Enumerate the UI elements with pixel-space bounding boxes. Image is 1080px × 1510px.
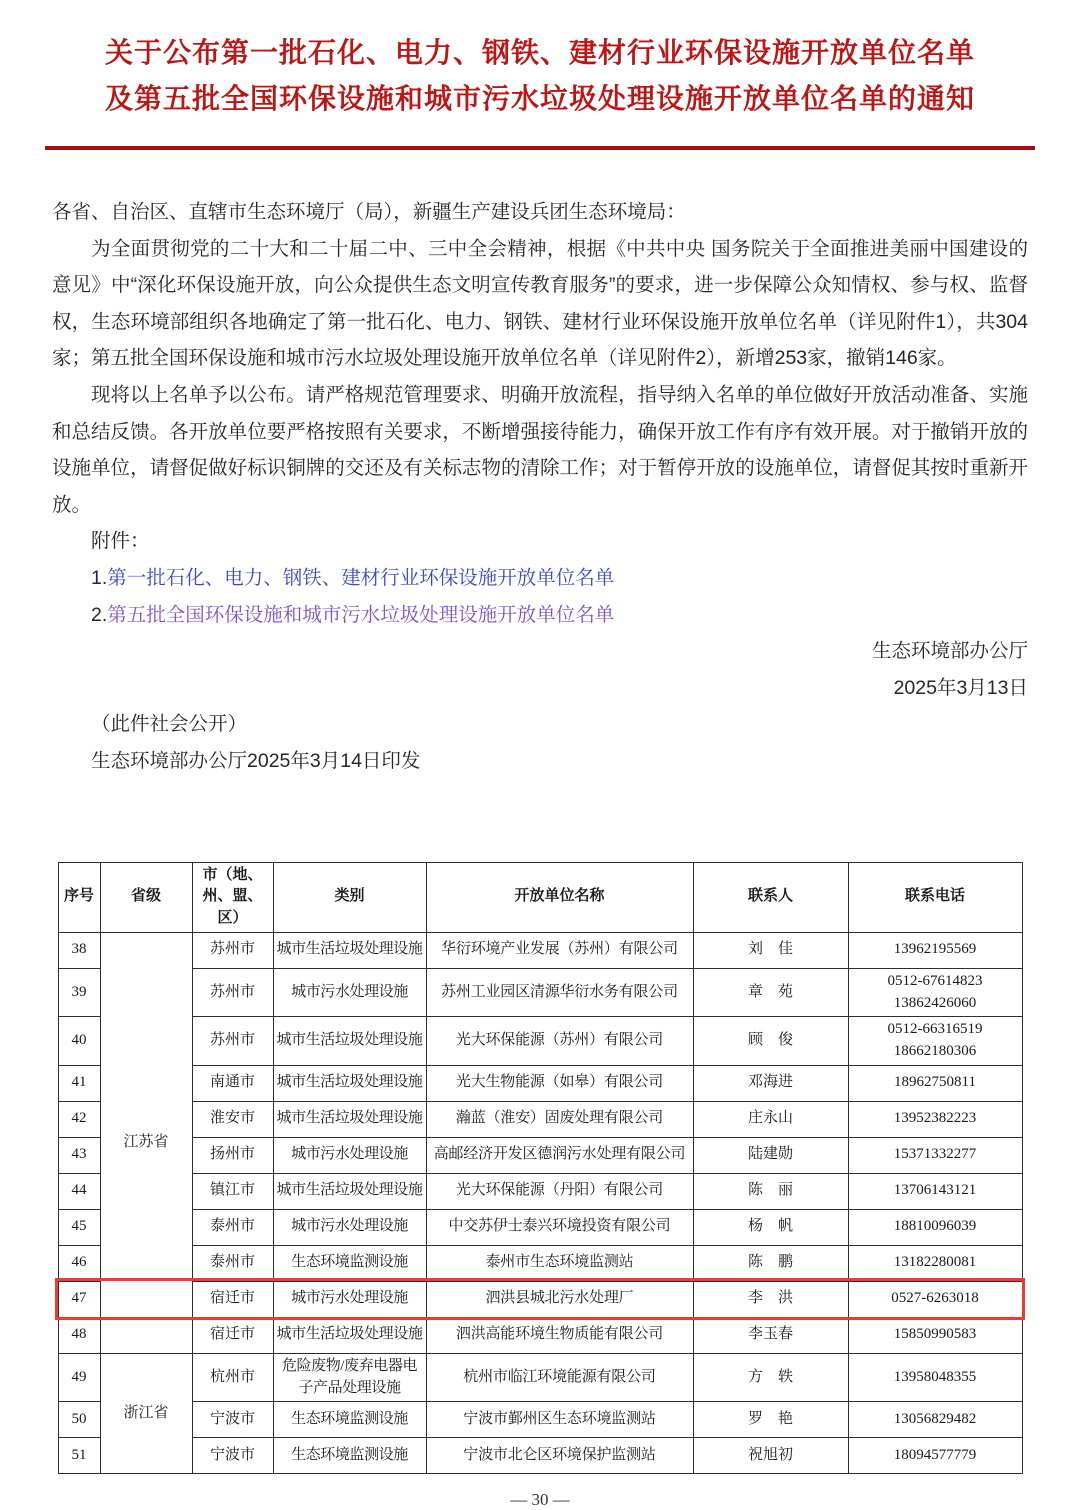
table-row [58,1137,1022,1173]
table-row [58,1017,1022,1066]
unit-name-cell: 中交苏伊士泰兴环境投资有限公司 [426,1209,693,1245]
row-number-cell: 49 [58,1353,100,1402]
category-cell: 城市生活垃圾处理设施 [273,1065,426,1101]
row-number-cell: 41 [58,1065,100,1101]
category-cell: 危险废物/废弃电器电子产品处理设施 [273,1353,426,1402]
phone-cell [848,1065,1022,1101]
document-body [52,194,1028,780]
table-row [58,1438,1022,1474]
row-number-cell: 47 [58,1281,100,1317]
issue-date: 2025年3月13日 [893,676,1028,699]
phone-cell [848,1137,1022,1173]
contact-cell: 方 轶 [693,1353,848,1402]
document-title [40,30,1040,122]
category-cell: 城市污水处理设施 [273,968,426,1017]
phone-line: 13952382223 [893,1110,977,1127]
phone-line: 13706143121 [893,1182,977,1199]
province-cell: 江苏省 [100,932,192,1353]
contact-cell: 陈 丽 [693,1173,848,1209]
public-disclosure-note: （此件社会公开） [91,713,248,736]
attachment-1-number: 1. [91,566,108,589]
phone-cell [848,1101,1022,1137]
city-cell: 宁波市 [192,1438,273,1474]
phone-line: 18810096039 [893,1218,977,1235]
column-header: 联系人 [693,862,848,932]
page-number: — 30 — [510,1490,570,1510]
table-row [58,1101,1022,1137]
table-body [58,932,1022,1474]
phone-line: 13056829482 [893,1410,977,1427]
unit-name-cell: 光大生物能源（如皋）有限公司 [426,1065,693,1101]
table-row [58,1402,1022,1438]
city-cell: 南通市 [192,1065,273,1101]
table-row-highlighted [58,1281,1022,1317]
contact-cell: 陆建勋 [693,1137,848,1173]
city-cell: 宿迁市 [192,1281,273,1317]
phone-line: 13958048355 [893,1368,977,1385]
attachments-label: 附件： [91,530,150,553]
salutation: 各省、自治区、直辖市生态环境厅（局），新疆生产建设兵团生态环境局： [52,201,686,223]
city-cell: 苏州市 [192,968,273,1017]
phone-cell [848,1173,1022,1209]
category-cell: 城市生活垃圾处理设施 [273,1173,426,1209]
contact-cell: 陈 鹏 [693,1245,848,1281]
table-row [58,1173,1022,1209]
category-cell: 城市生活垃圾处理设施 [273,1317,426,1353]
attachment-item-2 [52,597,1028,634]
city-cell: 宿迁市 [192,1317,273,1353]
row-number-cell: 46 [58,1245,100,1281]
table-row [58,932,1022,968]
phone-line: 13962195569 [893,941,977,958]
phone-cell [848,1281,1022,1317]
category-cell: 生态环境监测设施 [273,1245,426,1281]
province-cell: 浙江省 [100,1353,192,1474]
unit-name-cell: 宁波市鄞州区生态环境监测站 [426,1402,693,1438]
column-header: 市（地、州、盟、区） [192,862,273,932]
title-divider [45,146,1035,150]
phone-line: 15850990583 [893,1326,977,1343]
category-cell: 城市污水处理设施 [273,1281,426,1317]
contact-cell: 顾 俊 [693,1017,848,1066]
table-row [58,1245,1022,1281]
document-title-line2: 及第五批全国环保设施和城市污水垃圾处理设施开放单位名单的通知 [104,83,975,114]
row-number-cell: 48 [58,1317,100,1353]
row-number-cell: 44 [58,1173,100,1209]
unit-name-cell: 高邮经济开发区德润污水处理有限公司 [426,1137,693,1173]
unit-name-cell: 泗洪高能环境生物质能有限公司 [426,1317,693,1353]
row-number-cell: 43 [58,1137,100,1173]
contact-cell: 李玉春 [693,1317,848,1353]
city-cell: 镇江市 [192,1173,273,1209]
phone-line: 0527-6263018 [891,1290,979,1307]
phone-cell [848,1438,1022,1474]
unit-name-cell: 泰州市生态环境监测站 [426,1245,693,1281]
contact-cell: 杨 帆 [693,1209,848,1245]
city-cell: 泰州市 [192,1245,273,1281]
column-header: 序号 [58,862,100,932]
attachment-2-number: 2. [91,603,108,626]
contact-cell: 罗 艳 [693,1402,848,1438]
attachment-link-1[interactable]: 第一批石化、电力、钢铁、建材行业环保设施开放单位名单 [107,566,615,589]
city-cell: 扬州市 [192,1137,273,1173]
category-cell: 生态环境监测设施 [273,1402,426,1438]
column-header: 开放单位名称 [426,862,693,932]
unit-name-cell: 瀚蓝（淮安）固废处理有限公司 [426,1101,693,1137]
city-cell: 泰州市 [192,1209,273,1245]
print-note: 生态环境部办公厅2025年3月14日印发 [91,749,421,772]
category-cell: 城市污水处理设施 [273,1137,426,1173]
row-number-cell: 40 [58,1017,100,1066]
phone-cell [848,1245,1022,1281]
document-title-line1: 关于公布第一批石化、电力、钢铁、建材行业环保设施开放单位名单 [104,37,975,68]
phone-line: 0512-66316519 [887,1021,983,1038]
city-cell: 宁波市 [192,1402,273,1438]
unit-name-cell: 光大环保能源（丹阳）有限公司 [426,1173,693,1209]
phone-cell [848,1017,1022,1066]
row-number-cell: 42 [58,1101,100,1137]
category-cell: 城市生活垃圾处理设施 [273,932,426,968]
phone-line: 18094577779 [893,1446,977,1463]
paragraph-1: 为全面贯彻党的二十大和二十届二中、三中全会精神，根据《中共中央 国务院关于全面推进美丽中国建设的意见》中“深化环保设施开放，向公众提供生态文明宣传教育服务”的要求，进一步保障公众知情权、参与权、监督权，生态环境部组织各地确定了第一批石化、电力、钢铁、建材行业环保设施开放单位名单（详见附件1），共304家；第五批全国环保设施和城市污水垃圾处理设施开放单位名单（详见附件2），新增253家，撤销146家。 [52,237,1028,370]
phone-cell [848,932,1022,968]
unit-name-cell: 光大环保能源（苏州）有限公司 [426,1017,693,1066]
row-number-cell: 51 [58,1438,100,1474]
table-row [58,1317,1022,1353]
paragraph-2: 现将以上名单予以公布。请严格规范管理要求、明确开放流程，指导纳入名单的单位做好开放活动准备、实施和总结反馈。各开放单位要严格按照有关要求，不断增强接待能力，确保开放工作有序有效开展。对于撤销开放的设施单位，请督促做好标识铜牌的交还及有关标志物的清除工作；对于暂停开放的设施单位，请督促其按时重新开放。 [52,383,1028,516]
issuer-signature: 生态环境部办公厅 [871,640,1028,663]
category-cell: 城市污水处理设施 [273,1209,426,1245]
table-row [58,1065,1022,1101]
table-header-row [58,862,1022,932]
phone-cell [848,1353,1022,1402]
attachment-item-1 [52,560,1028,597]
unit-name-cell: 宁波市北仑区环境保护监测站 [426,1438,693,1474]
contact-cell: 庄永山 [693,1101,848,1137]
phone-cell [848,1317,1022,1353]
table-row [58,968,1022,1017]
category-cell: 生态环境监测设施 [273,1438,426,1474]
phone-line: 15371332277 [893,1146,977,1163]
phone-line: 0512-67614823 [887,972,983,989]
attachment-link-2[interactable]: 第五批全国环保设施和城市污水垃圾处理设施开放单位名单 [107,603,615,626]
column-header: 类别 [273,862,426,932]
city-cell: 淮安市 [192,1101,273,1137]
header-row [58,862,1022,932]
phone-cell [848,968,1022,1017]
column-header: 联系电话 [848,862,1022,932]
contact-cell: 李 洪 [693,1281,848,1317]
row-number-cell: 45 [58,1209,100,1245]
phone-cell [848,1209,1022,1245]
phone-line: 13862426060 [893,994,977,1011]
contact-cell: 邓海进 [693,1065,848,1101]
phone-line: 18962750811 [894,1074,976,1091]
category-cell: 城市生活垃圾处理设施 [273,1101,426,1137]
city-cell: 杭州市 [192,1353,273,1402]
contact-cell: 祝旭初 [693,1438,848,1474]
unit-name-cell: 苏州工业园区清源华衍水务有限公司 [426,968,693,1017]
category-cell: 城市生活垃圾处理设施 [273,1017,426,1066]
phone-line: 18662180306 [893,1043,977,1059]
unit-name-cell: 泗洪县城北污水处理厂 [426,1281,693,1317]
table-row [58,1353,1022,1402]
unit-name-cell: 杭州市临江环境能源有限公司 [426,1353,693,1402]
column-header: 省级 [100,862,192,932]
row-number-cell: 39 [58,968,100,1017]
contact-cell: 章 苑 [693,968,848,1017]
contact-cell: 刘 佳 [693,932,848,968]
city-cell: 苏州市 [192,932,273,968]
row-number-cell: 38 [58,932,100,968]
row-number-cell: 50 [58,1402,100,1438]
phone-line: 13182280081 [893,1254,977,1271]
open-units-table [58,862,1023,1475]
phone-cell [848,1402,1022,1438]
table-row [58,1209,1022,1245]
document-page [0,30,1080,1510]
unit-name-cell: 华衍环境产业发展（苏州）有限公司 [426,932,693,968]
city-cell: 苏州市 [192,1017,273,1066]
